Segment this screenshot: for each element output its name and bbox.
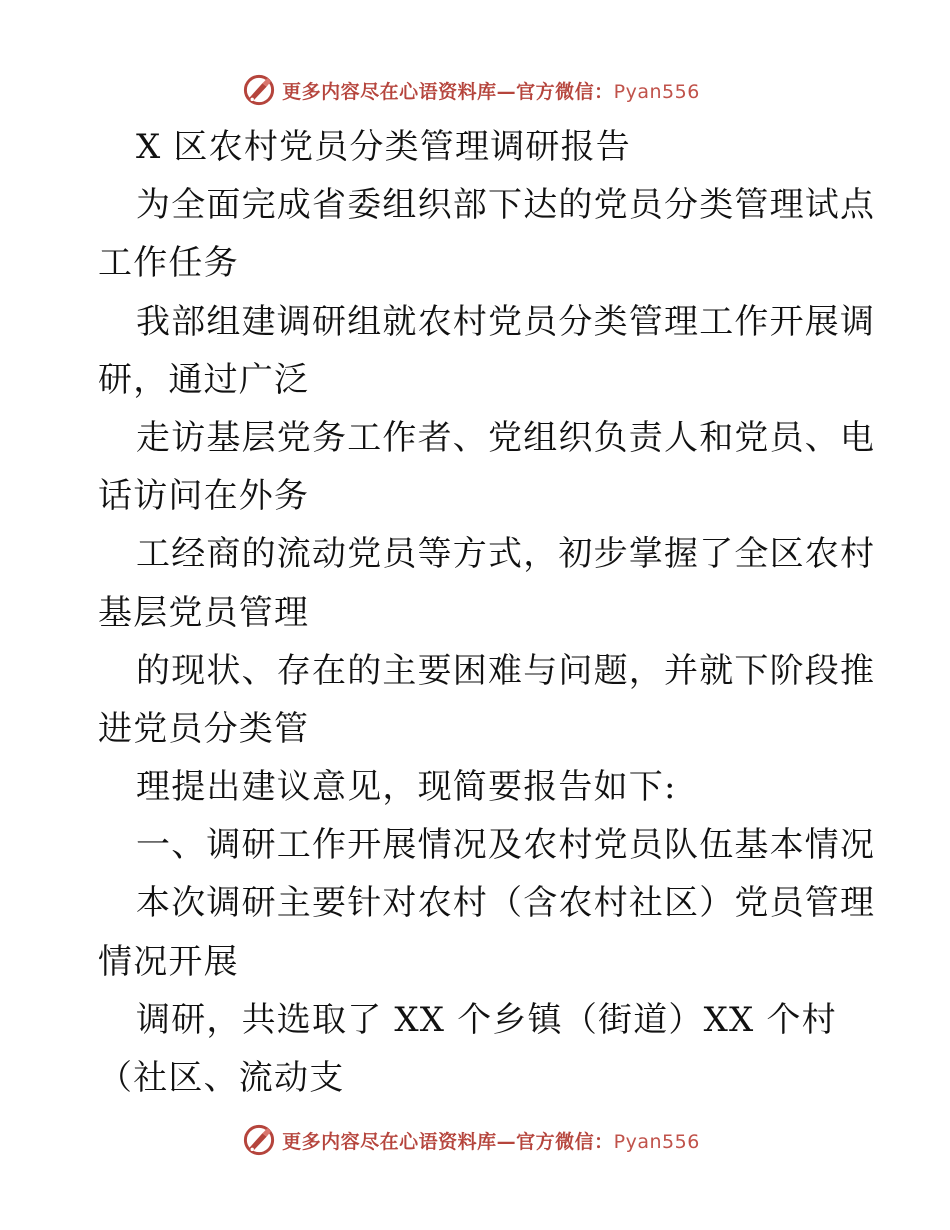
document-line: 调研，共选取了 XX 个乡镇（街道）XX 个村 xyxy=(136,999,837,1040)
document-line: 我部组建调研组就农村党员分类管理工作开展调 xyxy=(136,301,876,342)
document-line: 情况开展 xyxy=(98,941,239,982)
pen-logo-icon xyxy=(242,1123,276,1157)
document-line: （社区、流动支 xyxy=(98,1058,345,1098)
watermark-group xyxy=(242,1123,700,1157)
document-line: 理提出建议意见，现简要报告如下: xyxy=(136,767,677,808)
document-line: 一、调研工作开展情况及农村党员队伍基本情况 xyxy=(136,825,876,866)
watermark-text: 更多内容尽在心语资料库—官方微信： xyxy=(282,1130,614,1153)
watermark-group xyxy=(242,73,700,107)
footer-watermark xyxy=(0,1122,950,1158)
header-watermark xyxy=(0,72,950,108)
watermark-wechat-id: Pyan556 xyxy=(613,80,700,103)
document-line: 的现状、存在的主要困难与问题，并就下阶段推 xyxy=(136,650,876,691)
document-line: 工经商的流动党员等方式，初步掌握了全区农村 xyxy=(136,534,876,575)
document-line: 研，通过广泛 xyxy=(98,359,310,400)
watermark-text: 更多内容尽在心语资料库—官方微信： xyxy=(282,80,614,103)
watermark-text-wrap xyxy=(282,1127,700,1154)
document-line: 工作任务 xyxy=(98,243,239,284)
watermark-text-wrap xyxy=(282,77,700,104)
watermark-wechat-id: Pyan556 xyxy=(613,1130,700,1153)
document-line: 本次调研主要针对农村（含农村社区）党员管理 xyxy=(136,883,876,924)
pen-logo-icon xyxy=(242,73,276,107)
document-line: X 区农村党员分类管理调研报告 xyxy=(136,127,632,167)
document-body xyxy=(98,118,876,1107)
document-line: 走访基层党务工作者、党组织负责人和党员、电 xyxy=(136,417,876,458)
document-line: 为全面完成省委组织部下达的党员分类管理试点 xyxy=(136,185,876,226)
document-line: 话访问在外务 xyxy=(98,476,310,517)
document-line: 进党员分类管 xyxy=(98,708,310,749)
document-line: 基层党员管理 xyxy=(98,592,310,633)
